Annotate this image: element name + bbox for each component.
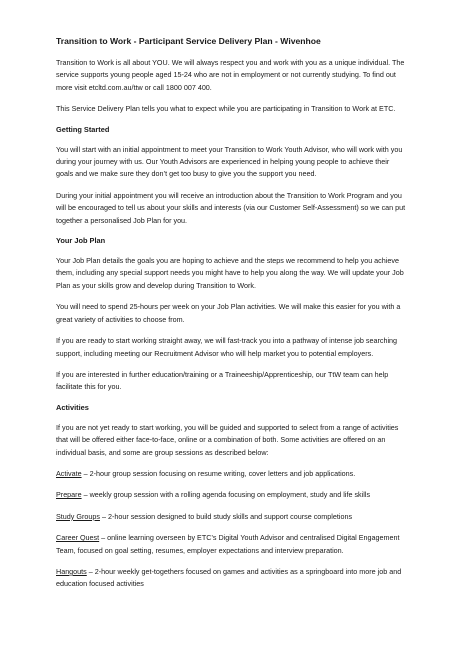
activities-heading: Activities bbox=[56, 402, 89, 412]
activity-description: – 2-hour weekly get-togethers focused on games and activities as a springboard into more job and education focused activities bbox=[56, 566, 402, 589]
activities-intro: If you are not yet ready to start working, you will be guided and supported to select from a range of activities that will be offered either face-to-face, online or a combination of both. Some activities are offered on an individual basis, and some are group sessions as described below: bbox=[56, 422, 399, 457]
activity-name: Hangouts bbox=[56, 566, 87, 576]
activity-item-prepare bbox=[56, 489, 407, 501]
intro-paragraph-2: This Service Delivery Plan tells you what to expect while you are participating in Transition to Work at ETC. bbox=[56, 104, 396, 114]
getting-started-heading: Getting Started bbox=[56, 124, 110, 134]
activity-item-career-quest bbox=[56, 532, 407, 557]
activity-item-hangouts bbox=[56, 566, 407, 591]
document-title: Transition to Work - Participant Service Delivery Plan - Wivenhoe bbox=[56, 36, 321, 46]
activity-name: Activate bbox=[56, 468, 82, 478]
job-plan-paragraph-2: You will need to spend 25-hours per week on your Job Plan activities. We will make this easier for you with a great variety of activities to choose from. bbox=[56, 302, 401, 324]
getting-started-paragraph-1: You will start with an initial appointment to meet your Transition to Work Youth Advisor, who will work with you during your journey with us. Our Youth Advisors are experienced in helping young people to achieve their goals and we make sure they don’t get too busy to give you the support you need. bbox=[56, 144, 403, 179]
job-plan-heading: Your Job Plan bbox=[56, 236, 106, 246]
job-plan-paragraph-3: If you are ready to start working straight away, we will fast-track you into a pathway of intense job searching support, including meeting our Recruitment Advisor who will help market you to potential employers. bbox=[56, 336, 398, 358]
activity-description: – online learning overseen by ETC’s Digital Youth Advisor and centralised Digital Engagement Team, focused on goal setting, resumes, employer expectations and interview preparation. bbox=[56, 533, 400, 555]
job-plan-paragraph-4: If you are interested in further education/training or a Traineeship/Apprenticeship, our TtW team can help facilitate this for you. bbox=[56, 369, 389, 392]
getting-started-paragraph-2: During your initial appointment you will receive an introduction about the Transition to Work Program and you will be encouraged to tell us about your skills and interests (via our Customer Self-Assessment) so we can put together a personalised Job Plan for you. bbox=[56, 190, 406, 225]
activity-description: – weekly group session with a rolling agenda focusing on employment, study and life skills bbox=[81, 490, 371, 500]
activity-description: – 2-hour group session focusing on resume writing, cover letters and job applications. bbox=[81, 468, 356, 478]
activity-item-activate bbox=[56, 468, 407, 480]
activity-name: Prepare bbox=[56, 490, 82, 500]
intro-paragraph-1: Transition to Work is all about YOU. We will always respect you and work with you as a unique individual. The service supports young people aged 15-24 who are not in employment or not currently studying. To find out more visit etcltd.com.au/ttw or call 1800 007 400. bbox=[56, 58, 405, 92]
activity-name: Study Groups bbox=[56, 511, 100, 521]
job-plan-paragraph-1: Your Job Plan details the goals you are hoping to achieve and the steps we recommend to help you achieve them, including any special support needs you might have to help you along the way. We will update your Job Plan as your skills grow and develop during Transition to Work. bbox=[56, 256, 404, 290]
activity-item-study-groups bbox=[56, 511, 407, 523]
activity-description: – 2-hour session designed to build study skills and support course completions bbox=[99, 511, 353, 521]
activity-name: Career Quest bbox=[56, 533, 100, 543]
